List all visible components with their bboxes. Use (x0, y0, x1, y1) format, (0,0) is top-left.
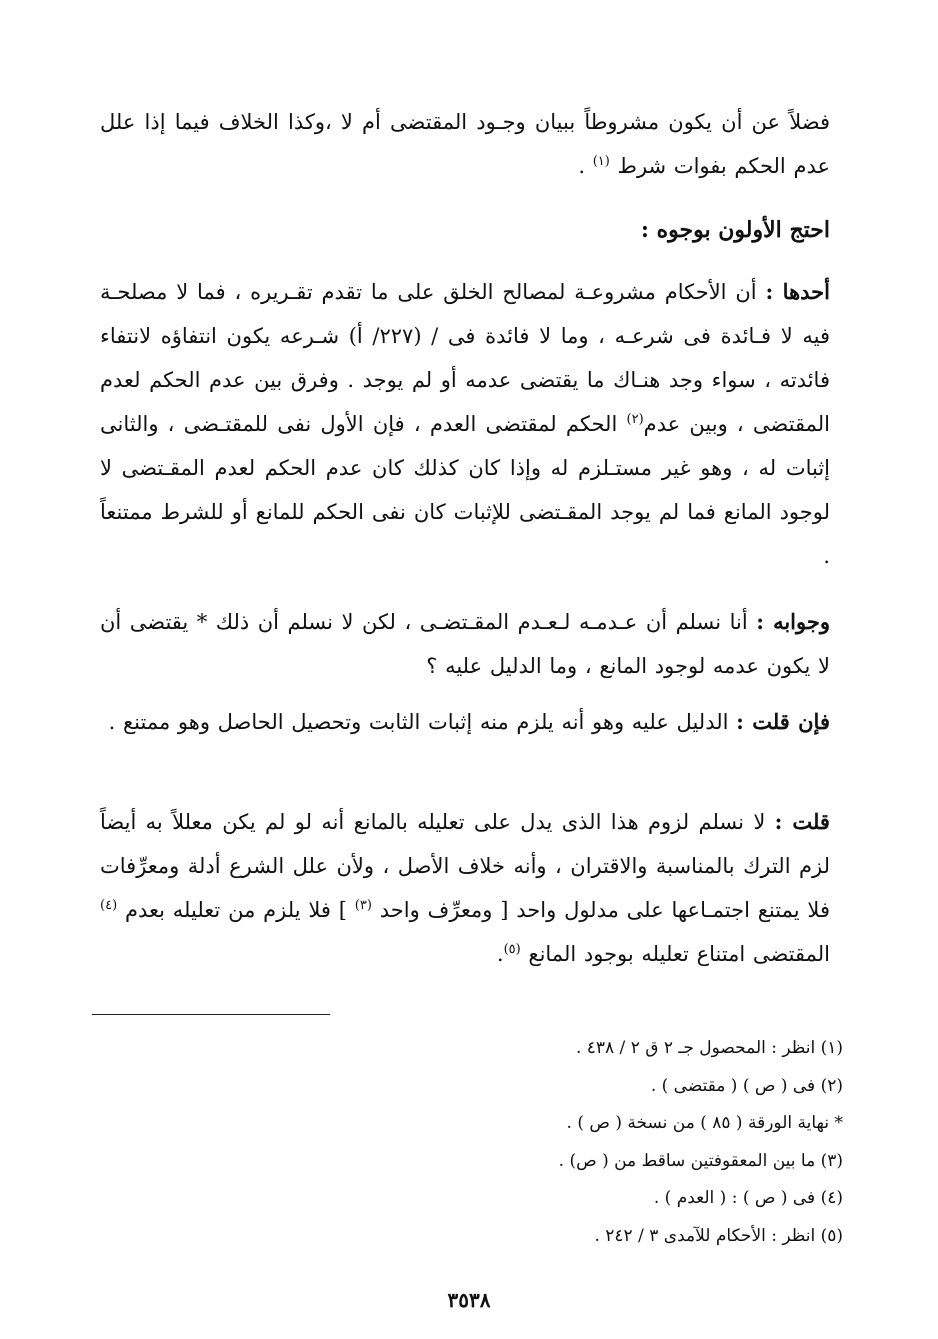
page-number: ٣٥٣٨ (447, 1288, 491, 1312)
footnote-ref-5[interactable]: (٥) (503, 942, 521, 957)
answer-label: وجوابه : (756, 609, 830, 634)
footnote-ref-1[interactable]: (١) (592, 154, 610, 169)
answer-paragraph (100, 600, 830, 688)
footnote-ref-4[interactable]: (٤) (100, 898, 118, 913)
footnote-4: (٤) فى ( ص ) : ( العدم ) . (653, 1188, 843, 1208)
first-argument-text-a: أن الأحكام مشروعـة لمصالح الخلق على ما تقدم تقـريره ، فما لا مصلحـة فيه لا فـائدة فى شرعـه ، وما لا فائدة فى / (٢٢٧/ أ) شـرعه يكون انتفاؤه لانتفاء فائدته ، سواء وجد هنـاك ما يقتضى عدمه أو لم يوجد . وفرق بين عدم الحكم لعدم المقتضى ، وبين عدم (100, 280, 830, 436)
footnote-folio: * نهاية الورقة ( ٨٥ ) من نسخة ( ص ) . (566, 1113, 843, 1133)
answer-text: أنا نسلم أن عـدمـه لـعـدم المقـتضـى ، لكن لا نسلم أن ذلك * يقتضى أن لا يكون عدمه لوجود المانع ، وما الدليل عليه ؟ (100, 610, 830, 678)
footnote-ref-2[interactable]: (٢) (626, 412, 644, 427)
footnotes-list (283, 1030, 843, 1255)
objection-text: الدليل عليه وهو أنه يلزم منه إثبات الثابت وتحصيل الحاصل وهو ممتنع . (108, 710, 729, 734)
intro-tail: . (578, 154, 586, 178)
first-argument-label: أحدها : (765, 279, 830, 304)
reply-text-b: ] فلا يلزم من تعليله بعدم (124, 898, 347, 922)
section-heading: احتج الأولون بوجوه : (640, 217, 830, 243)
reply-text-c: المقتضى امتناع تعليله بوجود المانع (528, 942, 830, 966)
reply-tail: . (496, 942, 504, 966)
footnote-2: (٢) فى ( ص ) ( مقتضى ) . (650, 1075, 843, 1096)
footnote-ref-3[interactable]: (٣) (354, 898, 372, 913)
footnote-5: (٥) انظر : الأحكام للآمدى ٣ / ٢٤٢ . (594, 1225, 843, 1246)
reply-text-a: لا نسلم لزوم هذا الذى يدل على تعليله بالمانع أنه لو لم يكن معللاً به أيضاً لزم الترك بالمناسبة والاقتران ، وأنه خلاف الأصل ، ولأن علل الشرع أدلة ومعرِّفات فلا يمتنع اجتمـاعها على مدلول واحد [ ومعرِّف واحد (100, 810, 830, 922)
footnote-3: (٣) ما بين المعقوفتين ساقط من ( ص) . (558, 1150, 843, 1171)
reply-label: قلت : (774, 809, 830, 834)
intro-paragraph (100, 100, 830, 188)
reply-paragraph (100, 800, 830, 976)
first-argument-text-b: الحكم لمقتضى العدم ، فإن الأول نفى للمقتـضى ، والثانى إثبات له ، وهو غير مستـلزم له وإذا كان كذلك كان عدم الحكم لعدم المقـتضى لا لوجود المانع فما لم يوجد المقـتضى للإثبات كان نفى الحكم للمانع أو للشرط ممتنعاً . (100, 412, 830, 568)
objection-label: فإن قلت : (736, 709, 830, 734)
footnote-1: (١) انظر : المحصول جـ ٢ ق ٢ / ٤٣٨ . (575, 1038, 843, 1058)
first-argument-paragraph (100, 270, 830, 578)
intro-text: فضلاً عن أن يكون مشروطاً ببيان وجـود المقتضى أم لا ،وكذا الخلاف فيما إذا علل عدم الحكم بفوات شرط (100, 110, 830, 178)
objection-paragraph (100, 700, 830, 744)
footnote-divider (92, 1014, 330, 1015)
